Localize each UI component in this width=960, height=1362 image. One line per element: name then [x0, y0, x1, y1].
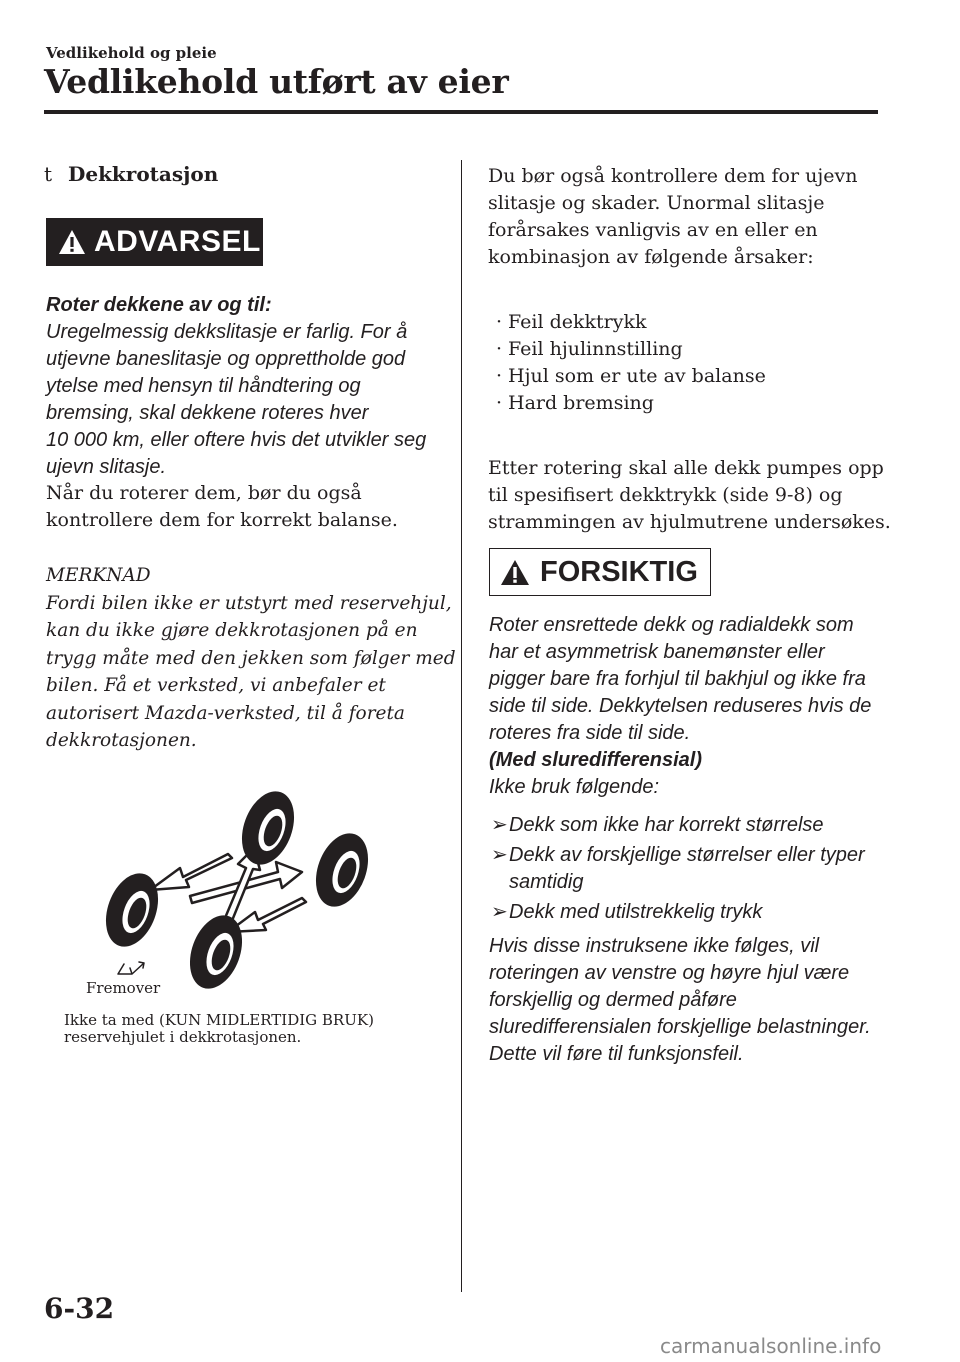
warning-text: [46, 292, 456, 481]
warning-triangle-icon: [58, 229, 86, 255]
caution-do-not-use: Ikke bruk følgende:: [489, 776, 660, 798]
arrow-bullet-icon: ➢: [491, 844, 508, 866]
note-line: dekkrotasjonen.: [46, 730, 197, 751]
caution-subheading: (Med sluredifferensial): [489, 749, 703, 771]
note-label: MERKNAD: [46, 565, 151, 586]
caution-triangle-icon: [500, 559, 530, 586]
note-line: trygg måte med den jekken som følger med: [46, 647, 456, 669]
warning-line: utjevne baneslitasje og opprettholde god: [46, 348, 406, 370]
diagram-caption: [64, 1012, 454, 1046]
arrow-bullet-icon: ➢: [491, 901, 508, 923]
page-number: 6-32: [44, 1292, 115, 1325]
list-item: · Feil dekktrykk: [490, 309, 870, 336]
caution-closing-line: Hvis disse instruksene ikke følges, vil: [489, 935, 820, 957]
caution-label-box: [489, 548, 711, 596]
list-item: ➢ Dekk med utilstrekkelig trykk: [491, 899, 881, 926]
intro-paragraph: [488, 163, 888, 271]
section-heading-text: Dekkrotasjon: [68, 162, 219, 186]
arrow-bullet-icon: ➢: [491, 814, 508, 836]
caution-closing-line: sluredifferensialen forskjellige belastninger.: [489, 1016, 871, 1038]
forward-arrow-icon: [116, 958, 148, 978]
caption-line: Ikke ta med (KUN MIDLERTIDIG BRUK): [64, 1011, 374, 1029]
bullet-dot-icon: ·: [495, 392, 503, 414]
caution-label: FORSIKTIG: [540, 555, 698, 588]
column-divider: [461, 160, 462, 1292]
breadcrumb: Vedlikehold og pleie: [46, 44, 217, 62]
section-heading: [44, 162, 218, 186]
caution-closing-line: forskjellig og dermed påføre: [489, 989, 737, 1011]
caution-closing: [489, 933, 899, 1068]
note-block: [46, 562, 460, 755]
watermark: carmanualsonline.info: [660, 1334, 882, 1358]
balance-paragraph: [46, 480, 456, 534]
after-rotation-paragraph: [488, 455, 898, 536]
caution-line: roteres fra side til side.: [489, 722, 691, 744]
caution-text: [489, 612, 889, 801]
rotation-arrow: [150, 854, 232, 890]
list-item: · Feil hjulinnstilling: [490, 336, 870, 363]
list-item: ➢ Dekk som ikke har korrekt størrelse: [491, 812, 881, 839]
section-marker-icon: t: [44, 162, 53, 186]
title-rule: [44, 110, 878, 114]
warning-line: ytelse med hensyn til håndtering og: [46, 375, 361, 397]
body-line: til spesifisert dekktrykk (side 9-8) og: [488, 484, 843, 506]
note-line: autorisert Mazda-verksted, til å foreta: [46, 702, 405, 724]
body-line: slitasje og skader. Unormal slitasje: [488, 192, 825, 214]
warning-line: Uregelmessig dekkslitasje er farlig. For å: [46, 321, 408, 343]
warning-line: bremsing, skal dekkene roteres hver: [46, 402, 369, 424]
bullet-dot-icon: ·: [495, 311, 503, 333]
caution-closing-line: roteringen av venstre og høyre hjul være: [489, 962, 850, 984]
body-line: Etter rotering skal alle dekk pumpes opp: [488, 457, 884, 479]
list-item: ➢ Dekk av forskjellige størrelser eller typer samtidig: [491, 842, 881, 896]
causes-list: [490, 309, 870, 417]
body-line: forårsakes vanligvis av en eller en: [488, 219, 818, 241]
warning-line: ujevn slitasje.: [46, 456, 167, 478]
caution-closing-line: Dette vil føre til funksjonsfeil.: [489, 1043, 744, 1065]
forward-label: Fremover: [86, 979, 161, 997]
note-line: bilen. Få et verksted, vi anbefaler et: [46, 675, 386, 696]
list-item: · Hard bremsing: [490, 390, 870, 417]
caution-line: har et asymmetrisk banemønster eller: [489, 641, 825, 663]
warning-label-box: [46, 218, 263, 266]
warning-title: Roter dekkene av og til:: [46, 294, 272, 316]
caution-line: Roter ensrettede dekk og radialdekk som: [489, 614, 854, 636]
body-line: strammingen av hjulmutrene undersøkes.: [488, 511, 891, 533]
bullet-dot-icon: ·: [495, 338, 503, 360]
body-line: Du bør også kontrollere dem for ujevn: [488, 165, 858, 187]
bullet-dot-icon: ·: [495, 365, 503, 387]
list-item: · Hjul som er ute av balanse: [490, 363, 870, 390]
body-line: Når du roterer dem, bør du også: [46, 482, 362, 504]
body-line: kombinasjon av følgende årsaker:: [488, 246, 814, 268]
warning-label: ADVARSEL: [94, 225, 261, 258]
warning-line: 10 000 km, eller oftere hvis det utvikler seg: [46, 429, 427, 451]
caution-line: side til side. Dekkytelsen reduseres hvis de: [489, 695, 872, 717]
caption-line: reservehjulet i dekkrotasjonen.: [64, 1028, 302, 1046]
page-title: Vedlikehold utført av eier: [44, 62, 509, 101]
note-line: kan du ikke gjøre dekkrotasjonen på en: [46, 620, 418, 641]
caution-list: [491, 812, 881, 929]
caution-line: pigger bare fra forhjul til bakhjul og ikke fra: [489, 668, 866, 690]
body-line: kontrollere dem for korrekt balanse.: [46, 509, 398, 531]
note-line: Fordi bilen ikke er utstyrt med reservehjul,: [46, 592, 452, 614]
